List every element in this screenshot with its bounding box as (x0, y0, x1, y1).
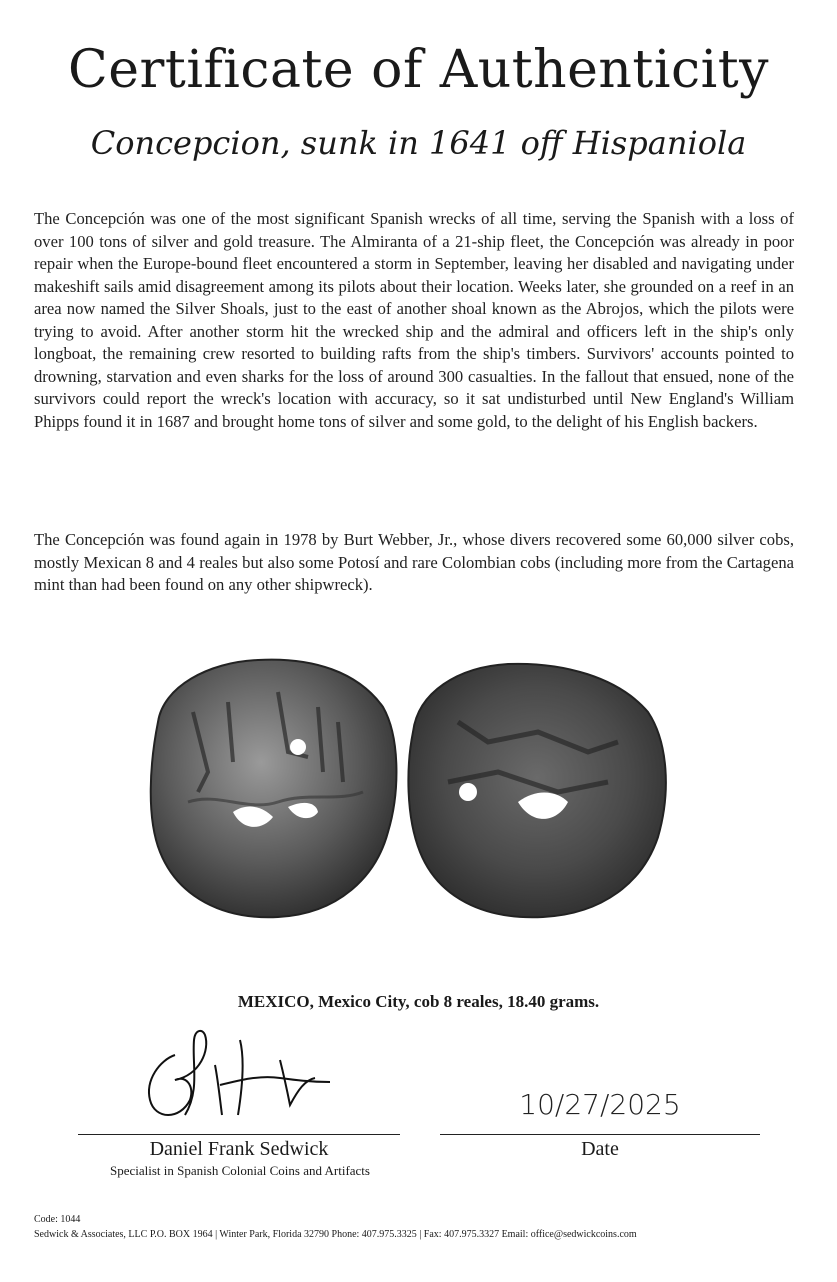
date-label: Date (581, 1138, 619, 1160)
signature-line (78, 1134, 400, 1135)
history-paragraph-1: The Concepción was one of the most significant Spanish wrecks of all time, serving the Spanish with a loss of over 100 tons of silver and gold treasure. The Almiranta of a 21-ship fleet, the Concepción was already in poor repair when the Europe-bound fleet encountered a storm in September, leaving her disabled and navigating under makeshift sails amid disagreement among its pilots about their location. Weeks later, she grounded on a reef in an area now named the Silver Shoals, just to the east of another shoal known as the Abrojos, which the pilots were trying to avoid. After another storm hit the wrecked ship and the admiral and officers left in the ship's only longboat, the remaining crew resorted to building rafts from the ship's timbers. Survivors' accounts pointed to drowning, starvation and even sharks for the loss of around 300 casualties. In the fallout that ensued, none of the survivors could report the wreck's location with accuracy, so it sat undisturbed until New England's William Phipps found it in 1687 and brought home tons of silver and some gold, to the delight of his English backers. (34, 209, 794, 431)
coin-obverse (151, 660, 397, 918)
coin-reverse (408, 664, 665, 917)
certificate-code: Code: 1044 (34, 1214, 81, 1225)
page-subtitle: Concepcion, sunk in 1641 off Hispaniola (90, 124, 747, 162)
page-title: Certificate of Authenticity (68, 40, 769, 100)
footer-contact: Sedwick & Associates, LLC P.O. BOX 1964 | Winter Park, Florida 32790 Phone: 407.975.3325 | Fax: 407.975.3327 Email: office@sedwickcoins.com (34, 1229, 637, 1240)
signer-name: Daniel Frank Sedwick (149, 1138, 329, 1160)
date-value: 10/27/2025 (519, 1088, 681, 1121)
history-paragraph-2: The Concepción was found again in 1978 by Burt Webber, Jr., whose divers recovered some 60,000 silver cobs, mostly Mexican 8 and 4 reales but also some Potosí and rare Colombian cobs (including more from the Cartagena mint than had been found on any other shipwreck). (34, 530, 794, 594)
signer-title: Specialist in Spanish Colonial Coins and Artifacts (110, 1163, 370, 1178)
coin-photo (138, 652, 678, 922)
date-line (440, 1134, 760, 1135)
signature-image (130, 1020, 340, 1130)
coin-caption: MEXICO, Mexico City, cob 8 reales, 18.40 grams. (237, 992, 600, 1011)
